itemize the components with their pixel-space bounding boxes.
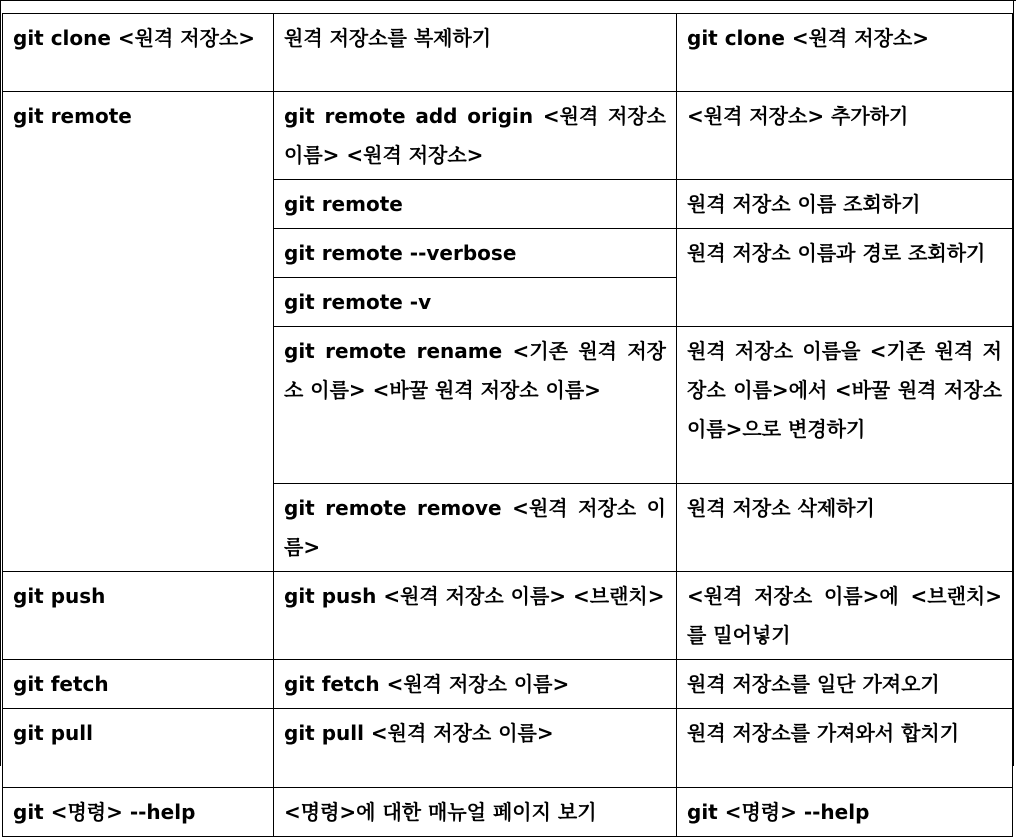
- description-cell: 원격 저장소를 가져와서 합치기: [677, 709, 1013, 788]
- top-border: [0, 0, 1016, 1]
- description-cell: git <명령> --help: [677, 788, 1013, 837]
- detail-cell: git remote --verbose: [274, 229, 677, 278]
- table-row-help: [3, 788, 1013, 837]
- table-row-pull: [3, 709, 1013, 788]
- right-border: [1013, 0, 1014, 766]
- detail-cell: 원격 저장소를 복제하기: [274, 14, 677, 92]
- description-cell: <원격 저장소 이름>에 <브랜치>를 밀어넣기: [677, 572, 1013, 660]
- detail-cell: <명령>에 대한 매뉴얼 페이지 보기: [274, 788, 677, 837]
- detail-cell: git remote: [274, 180, 677, 229]
- description-cell: 원격 저장소 삭제하기: [677, 484, 1013, 572]
- git-command-table: [2, 13, 1013, 837]
- command-cell: git push: [3, 572, 274, 660]
- description-cell: 원격 저장소 이름을 <기존 원격 저장소 이름>에서 <바꿀 원격 저장소 이름>으로 변경하기: [677, 327, 1013, 484]
- detail-cell: git remote rename <기존 원격 저장소 이름> <바꿀 원격 저장소 이름>: [274, 327, 677, 484]
- command-cell: git clone <원격 저장소>: [3, 14, 274, 92]
- command-cell: git <명령> --help: [3, 788, 274, 837]
- detail-cell: git remote add origin <원격 저장소 이름> <원격 저장소>: [274, 92, 677, 180]
- description-cell: 원격 저장소를 일단 가져오기: [677, 660, 1013, 709]
- command-cell: git pull: [3, 709, 274, 788]
- command-cell-remote: git remote: [3, 92, 274, 572]
- description-cell: 원격 저장소 이름과 경로 조회하기: [677, 229, 1013, 327]
- detail-cell: git pull <원격 저장소 이름>: [274, 709, 677, 788]
- detail-cell: git remote -v: [274, 278, 677, 327]
- detail-cell: git remote remove <원격 저장소 이름>: [274, 484, 677, 572]
- command-cell: git fetch: [3, 660, 274, 709]
- detail-cell: git fetch <원격 저장소 이름>: [274, 660, 677, 709]
- left-border: [0, 0, 1, 766]
- table-row-push: [3, 572, 1013, 660]
- detail-cell: git push <원격 저장소 이름> <브랜치>: [274, 572, 677, 660]
- table-row-remote-add: [3, 92, 1013, 180]
- table-row-fetch: [3, 660, 1013, 709]
- description-cell: git clone <원격 저장소>: [677, 14, 1013, 92]
- table-row-clone: [3, 14, 1013, 92]
- description-cell: <원격 저장소> 추가하기: [677, 92, 1013, 180]
- description-cell: 원격 저장소 이름 조회하기: [677, 180, 1013, 229]
